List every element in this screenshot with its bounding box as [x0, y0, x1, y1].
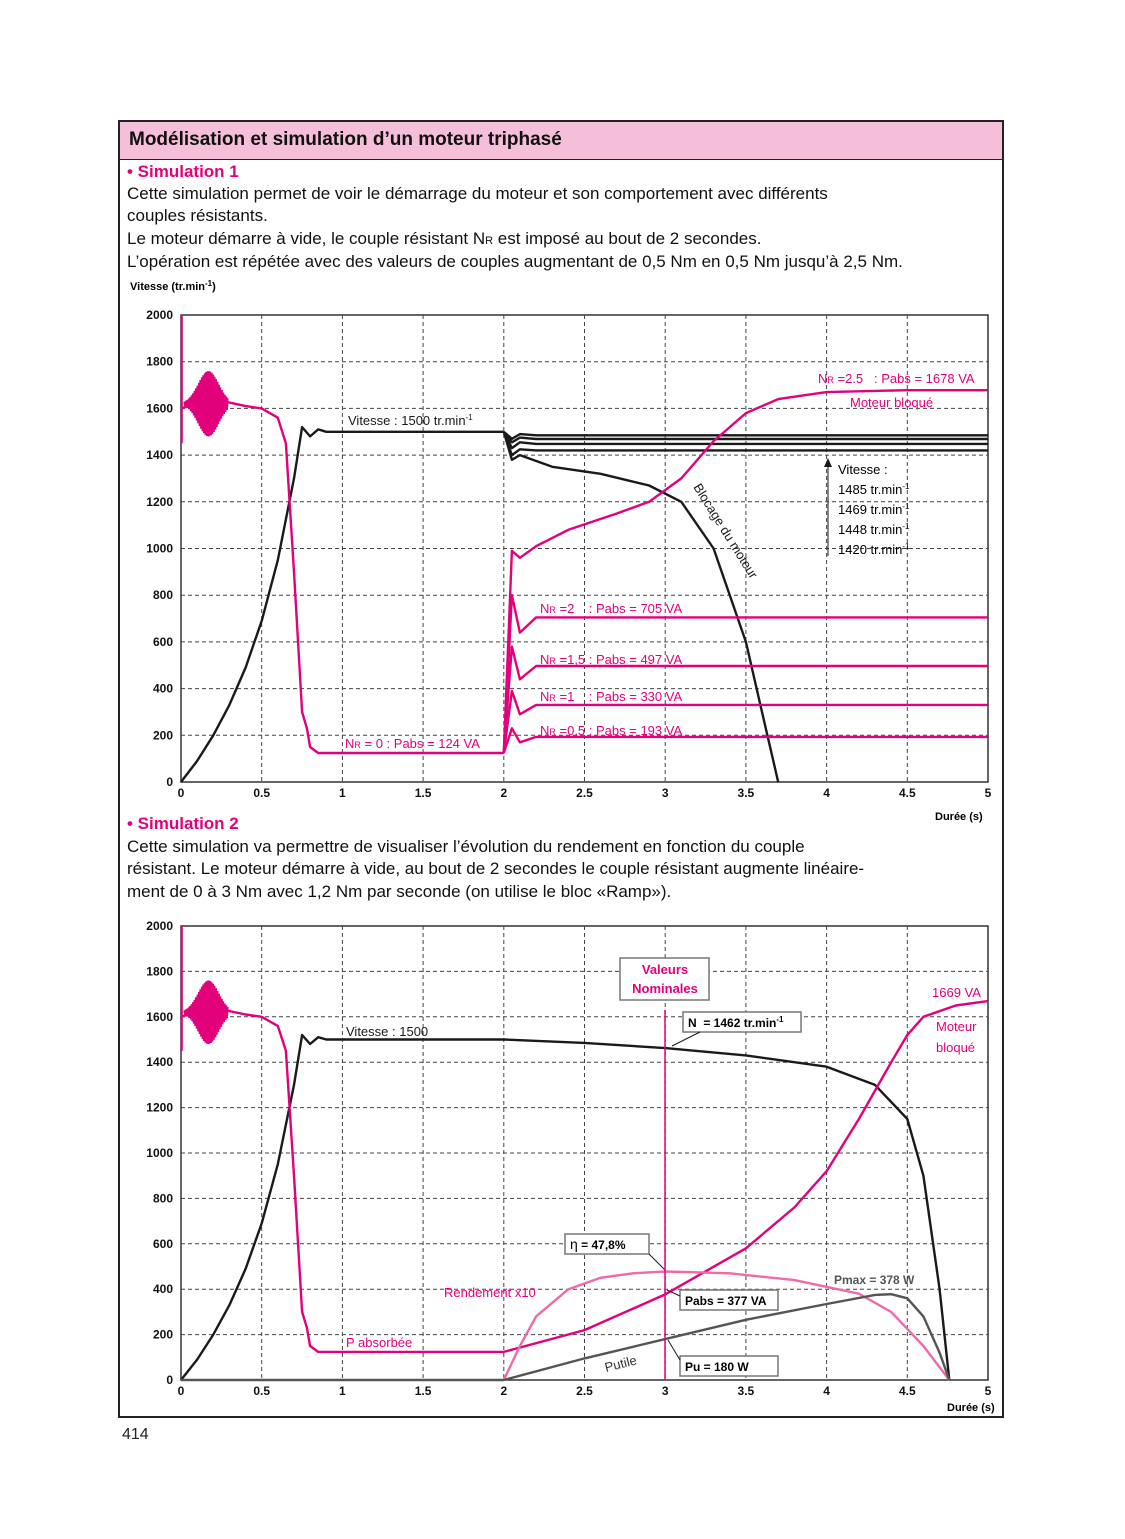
chart1-vitesse-1469: 1469 $tr.\min^{-1}$: [838, 502, 910, 517]
chart1-xtick: 1: [339, 786, 346, 800]
chart1-xlabel: Durée (s): [935, 811, 983, 823]
chart1-xtick: 0.5: [253, 786, 271, 800]
chart2-xlabel: Durée (s): [947, 1402, 995, 1414]
chart2-xtick: 2: [500, 1384, 508, 1398]
chart2-pu-pointer: [668, 1340, 680, 1360]
chart2-ytick: 1000: [146, 1146, 173, 1160]
chart1-moteur-bloque: Moteur bloqué: [850, 395, 934, 410]
chart1-nr2-label: NR =2 : Pabs = 705 VA: [540, 601, 683, 616]
chart1-xtick: 2.5: [576, 786, 593, 800]
chart1-ytick: 1000: [146, 541, 173, 556]
chart2-p-absorbee-label: P absorbée: [346, 1335, 413, 1350]
chart2-bloque: bloqué: [936, 1040, 976, 1055]
chart2-ytick: 1200: [146, 1100, 173, 1115]
chart2-xtick: 3.5: [737, 1384, 755, 1398]
chart1-ytick: 600: [152, 634, 173, 649]
chart1-vitesse-list-title: Vitesse :: [838, 462, 888, 477]
chart1-arrowhead: [824, 458, 832, 467]
chart2-ytick: 800: [152, 1191, 173, 1206]
chart2-nominales-label: Nominales: [632, 981, 698, 996]
chart1-ytick: 400: [152, 681, 173, 696]
section-title: Modélisation et simulation d’un moteur triphasé: [129, 129, 562, 150]
chart1-ytick: 800: [152, 588, 173, 603]
chart1-vitesse-label: Vitesse : 1500 $tr.\min^{-1}$: [348, 413, 473, 428]
sim1-line-3: Le moteur démarre à vide, le couple résistant NR est imposé au bout de 2 secondes.: [127, 229, 762, 248]
chart2-eta-pointer: [649, 1254, 665, 1270]
chart2-eta-value: η = 47,8%: [570, 1236, 626, 1252]
chart2-1669va: 1669 VA: [932, 985, 981, 1000]
chart2-xtick: 0: [177, 1384, 185, 1398]
chart1-vitesse-1485: 1485 $tr.\min^{-1}$: [838, 482, 910, 497]
simulation-1-title: • Simulation 1: [127, 162, 239, 181]
chart1-ytick: 1400: [146, 448, 173, 463]
chart2-xtick: 1.5: [414, 1384, 432, 1398]
chart1-ytick: 1800: [146, 354, 173, 369]
chart2-moteur: Moteur: [936, 1019, 977, 1034]
chart2-ytick: 600: [152, 1236, 173, 1251]
sim2-line-1: Cette simulation va permettre de visualiser l’évolution du rendement en fonction du couple: [127, 837, 805, 856]
chart1-nr15-label: NR =1,5 : Pabs = 497 VA: [540, 652, 683, 667]
chart2-pu-value: Pu = 180 W: [685, 1360, 749, 1374]
chart1-vitesse-1420: 1420 $tr.\min^{-1}$: [838, 542, 910, 557]
chart2-xtick: 5: [984, 1384, 992, 1398]
chart2-vitesse-label: Vitesse : 1500: [346, 1024, 429, 1039]
chart2-xtick: 3: [661, 1384, 669, 1398]
chart1-blocage-label: Blocage du moteur: [690, 480, 762, 582]
chart1-nr05-label: NR =0,5 : Pabs = 193 VA: [540, 723, 683, 738]
chart1-xtick: 5: [984, 786, 992, 800]
chart1-ytick: 0: [166, 775, 173, 789]
sim1-line-4: L’opération est répétée avec des valeurs de couples augmentant de 0,5 Nm en 0,5 Nm jusqu’à 2,5 Nm.: [127, 252, 903, 271]
chart2-n-value: N = 1462 $tr.\min^{-1}$: [688, 1015, 784, 1030]
chart2-startup-oscillation: [184, 981, 228, 1045]
chart2-xtick: 2.5: [576, 1384, 593, 1398]
chart1-xtick: 0: [177, 786, 185, 800]
chart2-xtick: 1: [339, 1384, 346, 1398]
chart1-xtick: 2: [500, 786, 508, 800]
chart1-xtick: 3: [661, 786, 669, 800]
chart1-nr1-label: NR =1 : Pabs = 330 VA: [540, 689, 683, 704]
simulation-2-title: • Simulation 2: [127, 814, 239, 833]
chart2-rendement-label: Rendement x10: [444, 1285, 536, 1300]
chart2-ytick: 0: [166, 1373, 173, 1387]
sim2-line-3: ment de 0 à 3 Nm avec 1,2 Nm par seconde (on utilise le bloc «Ramp»).: [127, 882, 672, 901]
chart1-nr25-label: NR =2.5 : Pabs = 1678 VA: [818, 371, 975, 386]
chart1-vitesse-1448: 1448 $tr.\min^{-1}$: [838, 522, 910, 537]
chart2-ytick: 2000: [146, 919, 173, 933]
chart1-xtick: 3.5: [737, 786, 755, 800]
chart1-xtick: 4: [823, 786, 830, 800]
chart2-ytick: 1600: [146, 1009, 173, 1024]
chart2-ytick: 400: [152, 1282, 173, 1297]
chart2-ytick: 1800: [146, 964, 173, 979]
chart1-ytick: 200: [152, 728, 173, 743]
chart1-xtick: 4.5: [898, 786, 916, 800]
chart2-series-3: [181, 1294, 949, 1380]
chart1-ylabel: Vitesse $(tr.\min^{-1})$: [130, 279, 216, 293]
sim2-line-2: résistant. Le moteur démarre à vide, au bout de 2 secondes le couple résistant augmente linéaire-: [127, 859, 865, 878]
chart1-ytick: 1600: [146, 401, 173, 416]
chart2-xtick: 4: [823, 1384, 830, 1398]
chart1-xtick: 1.5: [414, 786, 432, 800]
chart1-ytick: 1200: [146, 494, 173, 509]
page-number: 414: [122, 1426, 149, 1443]
chart2-n-pointer: [672, 1032, 700, 1046]
chart1-startup-oscillation: [184, 371, 228, 436]
chart2-ytick: 200: [152, 1327, 173, 1342]
chart2-ytick: 1400: [146, 1055, 173, 1070]
chart2-pabs-value: Pabs = 377 VA: [685, 1294, 767, 1308]
chart2-valeurs-label: Valeurs: [641, 962, 689, 977]
chart2-xtick: 0.5: [253, 1384, 271, 1398]
chart2-pmax-label: Pmax = 378 W: [834, 1273, 915, 1287]
chart1-ytick: 2000: [146, 308, 173, 322]
sim1-line-1: Cette simulation permet de voir le démarrage du moteur et son comportement avec différents: [127, 184, 828, 203]
chart1-nr0-label: NR = 0 : Pabs = 124 VA: [345, 736, 480, 751]
chart2-putile-label: Putile: [603, 1352, 639, 1375]
sim1-line-2: couples résistants.: [127, 206, 268, 225]
chart2-xtick: 4.5: [898, 1384, 916, 1398]
